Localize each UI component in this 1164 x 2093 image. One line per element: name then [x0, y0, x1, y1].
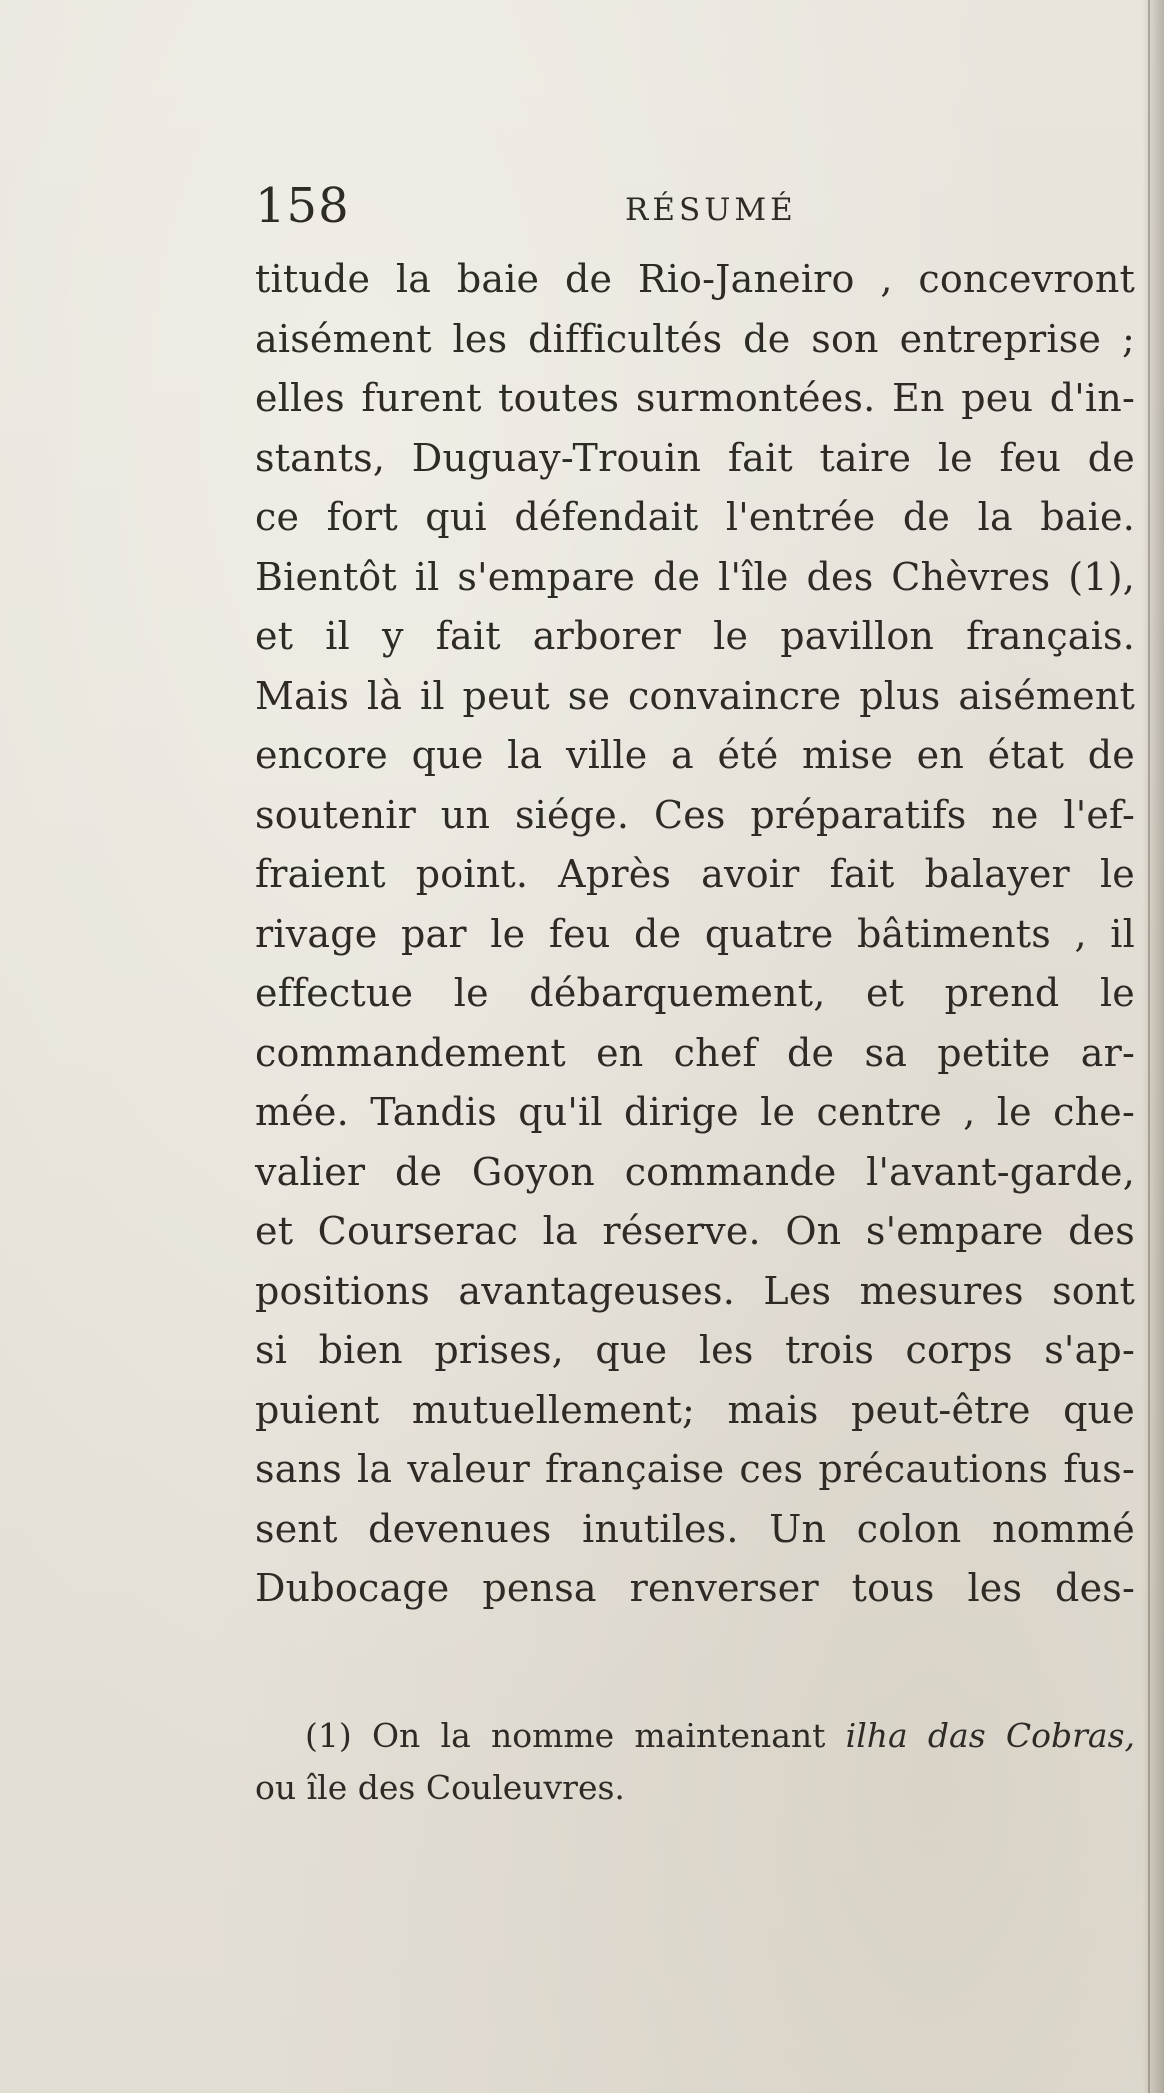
footnote-marker: (1) — [305, 1716, 352, 1755]
text-line: effectue le débarquement, et prend le — [255, 971, 1135, 1015]
page-edge-line — [1148, 0, 1150, 2093]
page-number: 158 — [255, 178, 350, 234]
text-line: rivage par le feu de quatre bâtiments , il — [255, 911, 1135, 956]
text-line: sent devenues inutiles. Un colon nommé — [255, 1506, 1135, 1551]
text-line: et Courserac la réserve. On s'empare des — [255, 1209, 1135, 1253]
text-line: Mais là il peut se convaincre plus aisément — [255, 673, 1135, 718]
text-line: puient mutuellement; mais peut-être que — [255, 1387, 1135, 1432]
text-line: et il y fait arborer le pavillon français. — [255, 614, 1135, 658]
text-line: mée. Tandis qu'il dirige le centre , le che- — [255, 1090, 1135, 1134]
text-line: elles furent toutes surmontées. En peu d'in- — [255, 376, 1135, 420]
text-line: titude la baie de Rio-Janeiro , concevront — [255, 257, 1135, 301]
text-line: ce fort qui défendait l'entrée de la baie. — [255, 495, 1135, 539]
page-header — [255, 178, 1135, 238]
text-line: Dubocage pensa renverser tous les des- — [255, 1566, 1135, 1610]
text-line: positions avantageuses. Les mesures sont — [255, 1268, 1135, 1313]
text-line: aisément les difficultés de son entreprise ; — [255, 316, 1135, 361]
footnote-continuation: ou île des Couleuvres. — [255, 1768, 625, 1807]
footnote — [255, 1710, 1135, 1814]
text-line: Bientôt il s'empare de l'île des Chèvres (1), — [255, 554, 1135, 599]
text-line: commandement en chef de sa petite ar- — [255, 1030, 1135, 1075]
text-line: encore que la ville a été mise en état de — [255, 733, 1135, 777]
body-text — [255, 250, 1135, 1619]
text-line: si bien prises, que les trois corps s'ap- — [255, 1328, 1135, 1372]
text-line: soutenir un siége. Ces préparatifs ne l'ef- — [255, 792, 1135, 837]
footnote-text: On la nomme maintenant — [371, 1716, 826, 1755]
page-gutter-shadow — [1142, 0, 1164, 2093]
footnote-italic-name: ilha das Cobras, — [845, 1716, 1136, 1755]
text-line: valier de Goyon commande l'avant-garde, — [255, 1149, 1135, 1194]
text-line: sans la valeur française ces précautions fus- — [255, 1447, 1135, 1491]
footnote-line — [255, 1710, 1135, 1762]
text-line: stants, Duguay-Trouin fait taire le feu de — [255, 435, 1135, 480]
running-head: RÉSUMÉ — [625, 192, 797, 228]
text-line: fraient point. Après avoir fait balayer le — [255, 852, 1135, 896]
